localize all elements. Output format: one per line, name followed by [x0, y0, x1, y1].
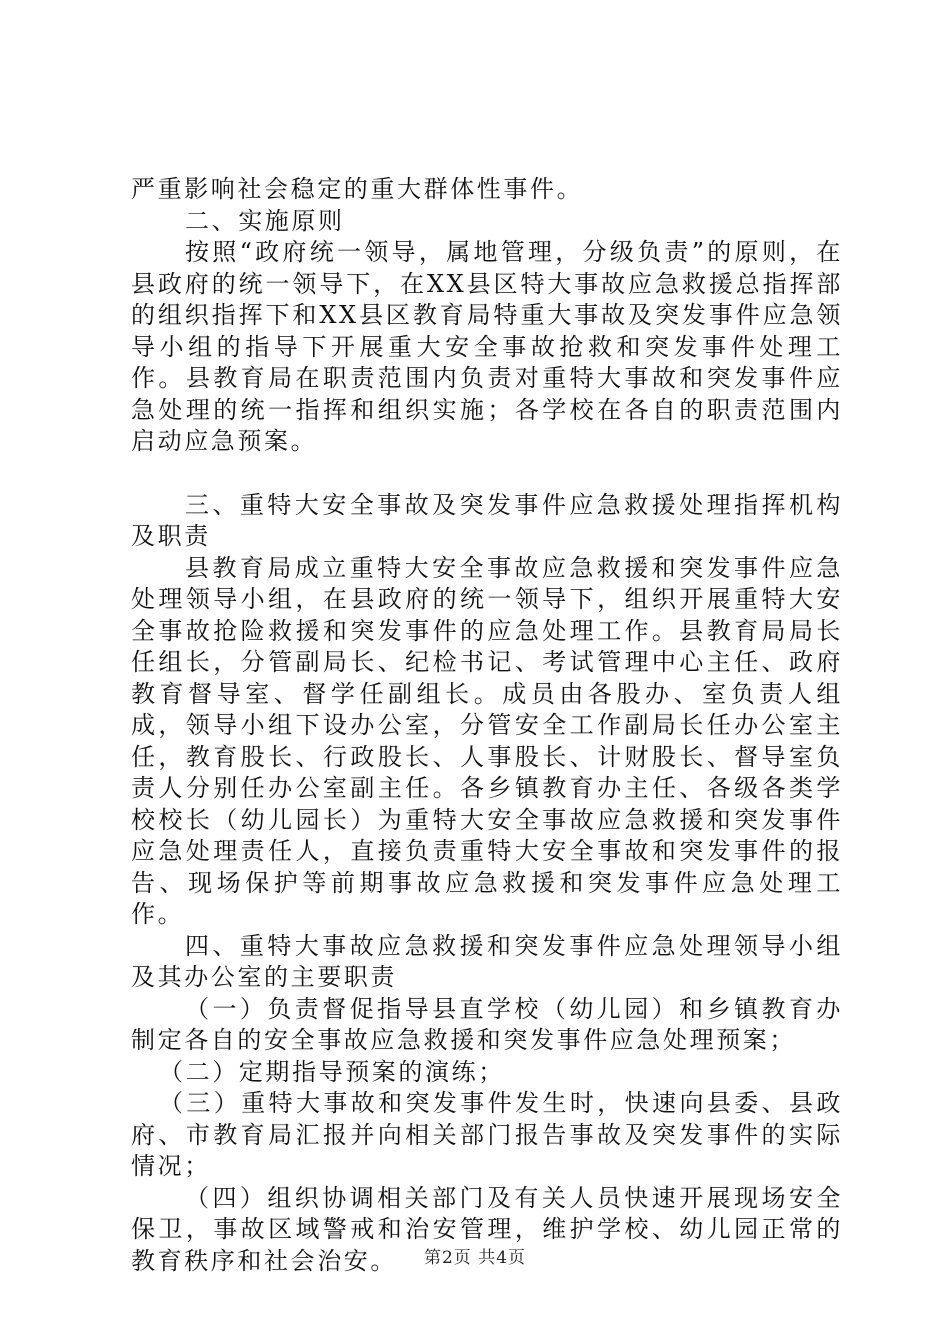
section-heading-2: 二、实施原则	[185, 206, 345, 235]
duty-item-1: （一）负责督促指导县直学校（幼儿园）和乡镇教育办制定各自的安全事故应急救援和突发事件应急处理预案；	[131, 994, 843, 1054]
paragraph-continuation: 严重影响社会稳定的重大群体性事件。	[131, 175, 584, 203]
document-body	[131, 174, 843, 1277]
duty-item-3: （三）重特大事故和突发事件发生时，快速向县委、县政府、市教育局汇报并向相关部门报告事故及突发事件的实际情况；	[131, 1089, 843, 1180]
paragraph-principles: 按照“政府统一领导，属地管理，分级负责”的原则，在县政府的统一领导下，在XX县区特大事故应急救援总指挥部的组织指挥下和XX县区教育局特重大事故及突发事件应急领导小组的指导下开展重大安全事故抢救和突发事件处理工作。县教育局在职责范围内负责对重特大事故和突发事件应急处理的统一指挥和组织实施；各学校在各自的职责范围内启动应急预案。	[131, 238, 843, 455]
duty-item-4: （四）组织协调相关部门及有关人员快速开展现场安全保卫，事故区域警戒和治安管理，维护学校、幼儿园正常的教育秩序和社会治安。	[131, 1183, 843, 1275]
duty-item-2: （二）定期指导预案的演练；	[159, 1057, 505, 1086]
page-number-footer: 第2页 共4页	[423, 1248, 527, 1268]
section-heading-3: 三、重特大安全事故及突发事件应急救援处理指挥机构及职责	[131, 490, 843, 550]
paragraph-gap	[131, 458, 843, 490]
paragraph-organization: 县教育局成立重特大安全事故应急救援和突发事件应急处理领导小组，在县政府的统一领导下，组织开展重特大安全事故抢险救援和突发事件的应急处理工作。县教育局局长任组长，分管副局长、纪检书记、考试管理中心主任、政府教育督导室、督学任副组长。成员由各股办、室负责人组成，领导小组下设办公室，分管安全工作副局长任办公室主任，教育股长、行政股长、人事股长、计财股长、督导室负责人分别任办公室副主任。各乡镇教育办主任、各级各类学校校长（幼儿园长）为重特大安全事故应急救援和突发事件应急处理责任人，直接负责重特大安全事故和突发事件的报告、现场保护等前期事故应急救援和突发事件应急处理工作。	[131, 553, 843, 928]
section-heading-4: 四、重特大事故应急救援和突发事件应急处理领导小组及其办公室的主要职责	[131, 931, 843, 991]
